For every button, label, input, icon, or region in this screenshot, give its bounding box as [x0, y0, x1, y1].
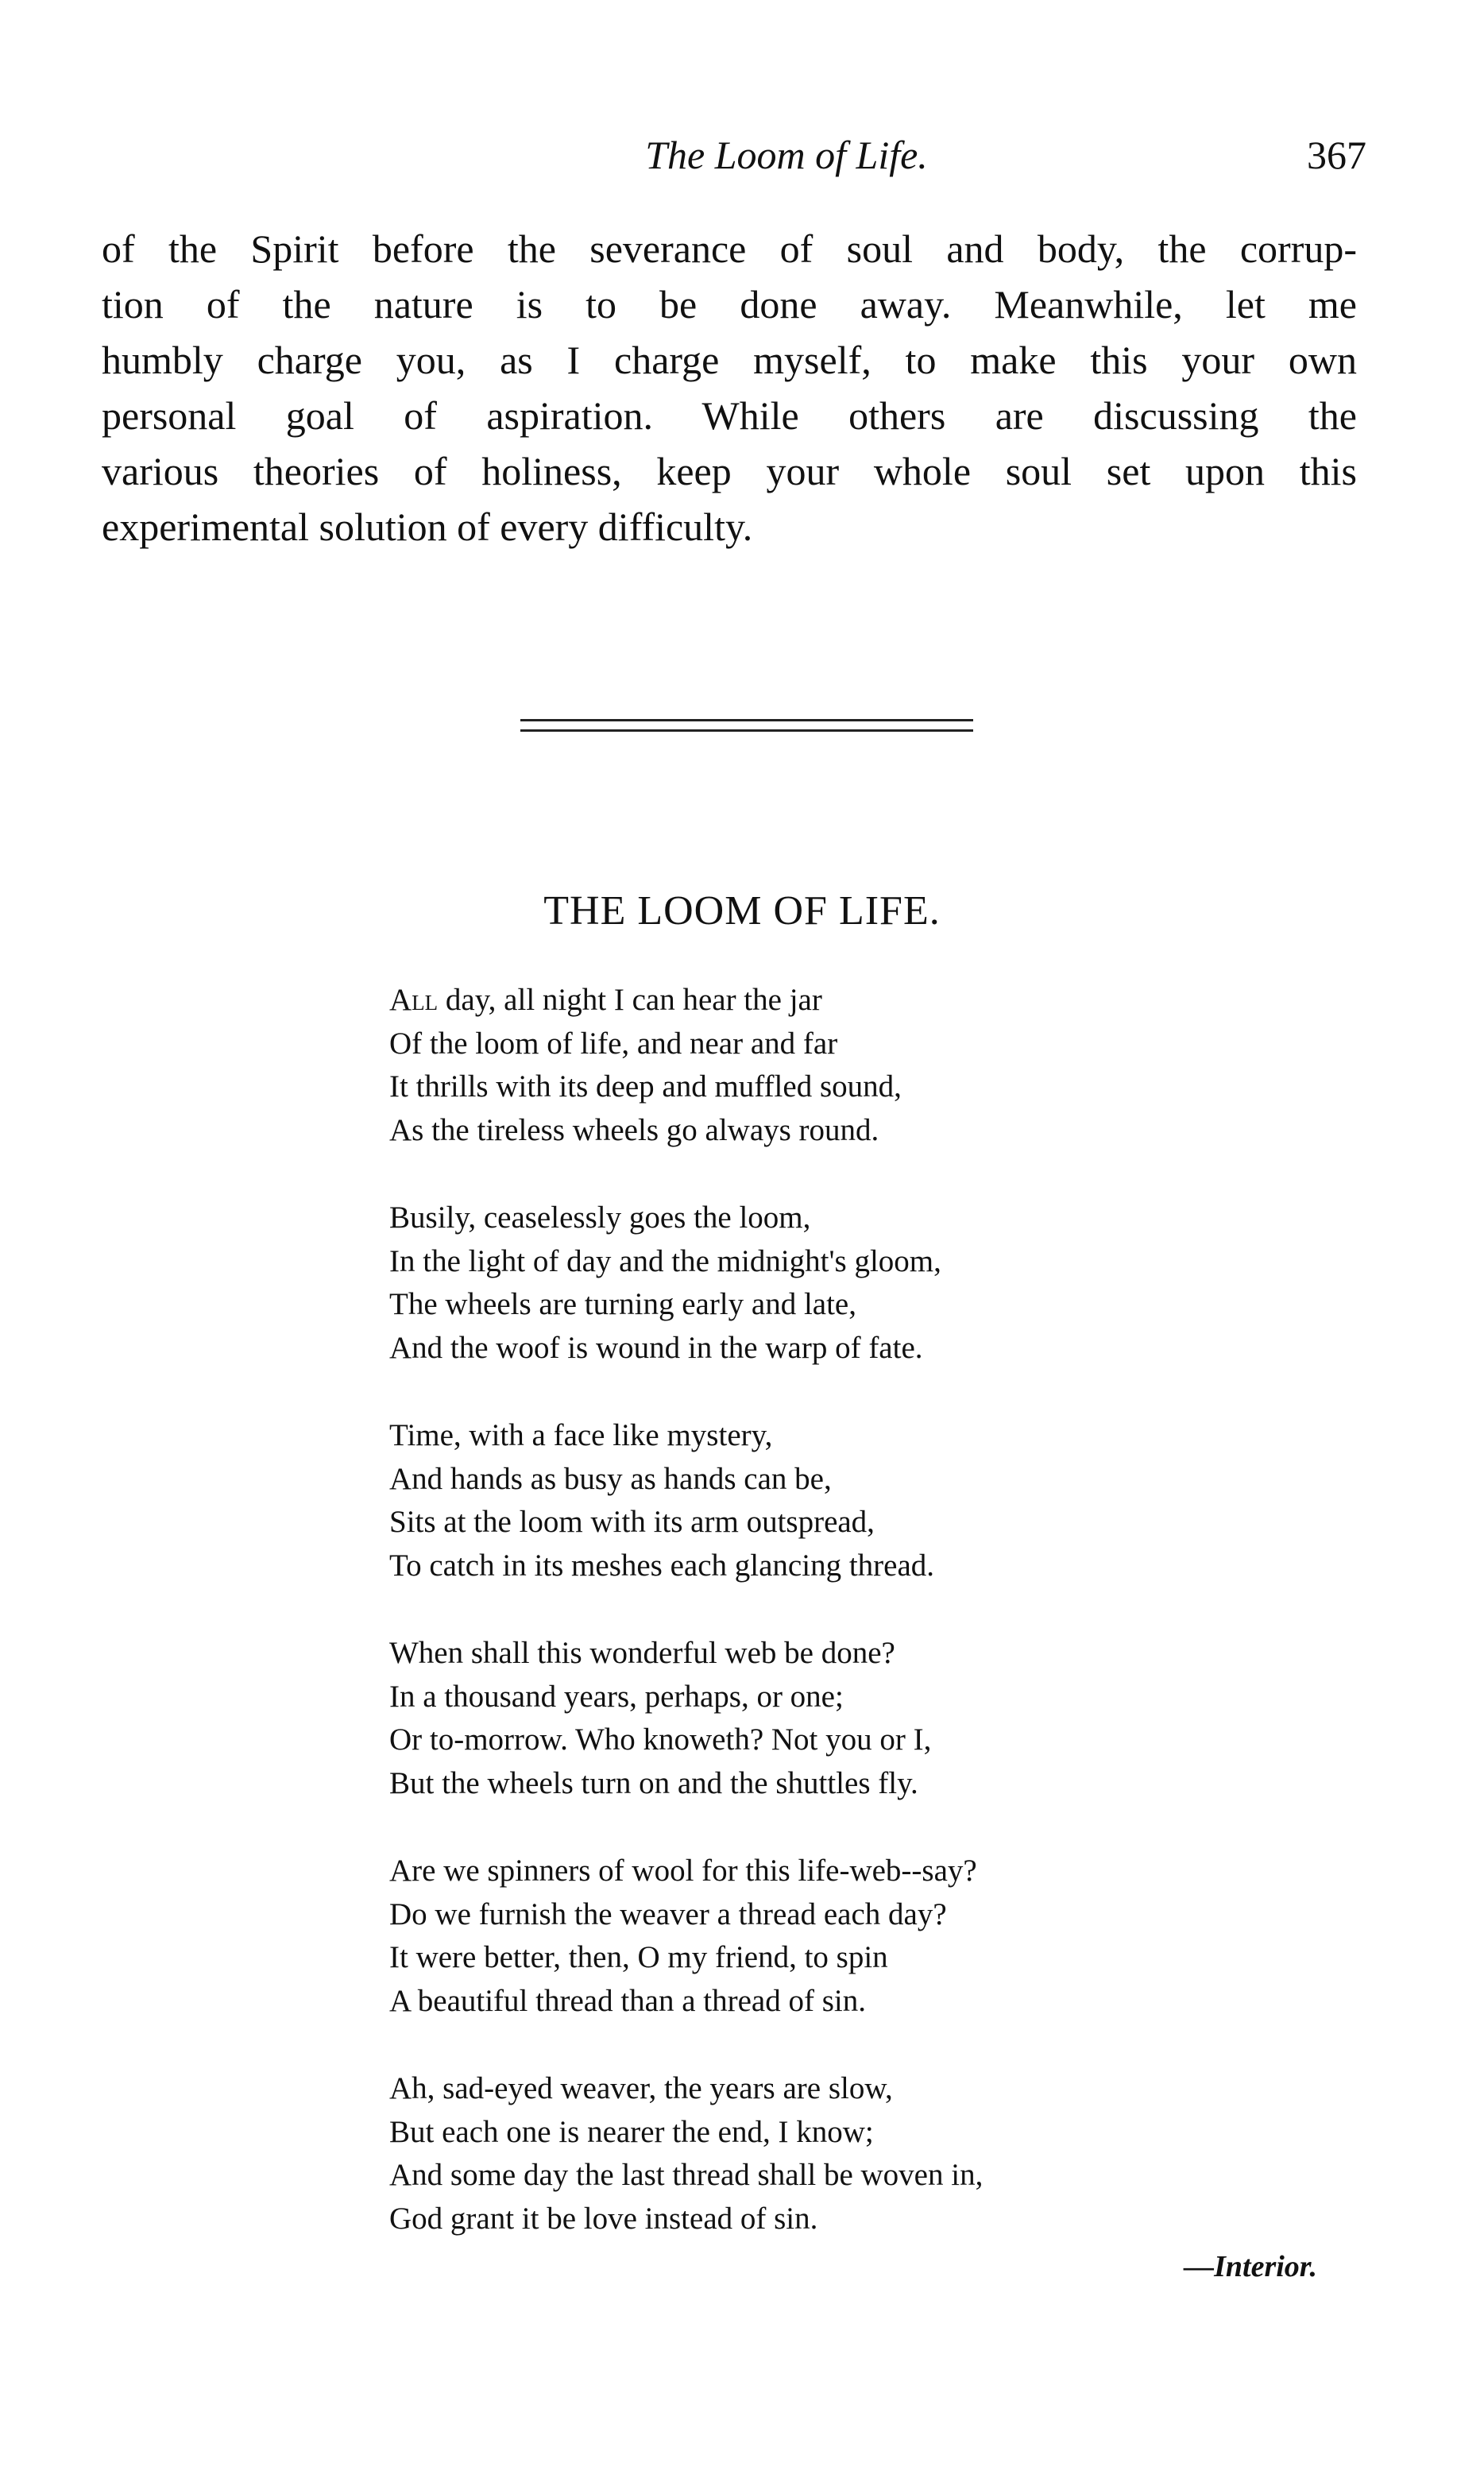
poem-line: As the tireless wheels go always round.	[389, 1112, 879, 1147]
poem-line: It thrills with its deep and muffled sound,	[389, 1069, 902, 1104]
poem-line: In the light of day and the midnight's gloom,	[389, 1243, 941, 1278]
poem-attribution: —Interior.	[1184, 2250, 1317, 2283]
stanza	[389, 2067, 1184, 2240]
poem-line: When shall this wonderful web be done?	[389, 1636, 895, 1670]
prose-paragraph	[102, 221, 1357, 555]
poem-line: And hands as busy as hands can be,	[389, 1461, 832, 1496]
stanza	[389, 1850, 1184, 2023]
poem-line	[389, 979, 1184, 1023]
poem-line: Time, with a face like mystery,	[389, 1418, 773, 1452]
poem-line: But each one is nearer the end, I know;	[389, 2114, 874, 2149]
poem-body	[389, 979, 1184, 2285]
stanza	[389, 1632, 1184, 1805]
poem-line: God grant it be love instead of sin.	[389, 2201, 818, 2236]
poem-line: And the woof is wound in the warp of fate.	[389, 1330, 923, 1365]
prose-line: of the Spirit before the severance of soul and body, the corrup-	[102, 226, 1357, 271]
prose-line: experimental solution of every difficulty.	[102, 505, 753, 549]
poem-line: To catch in its meshes each glancing thread.	[389, 1548, 935, 1583]
stanza	[389, 1414, 1184, 1587]
poem-line: But the wheels turn on and the shuttles fly.	[389, 1765, 918, 1800]
section-divider-rule	[520, 719, 973, 721]
poem-line: It were better, then, O my friend, to spin	[389, 1940, 888, 1974]
poem-line: The wheels are turning early and late,	[389, 1287, 856, 1321]
stanza	[389, 1197, 1184, 1370]
poem-line-rest: day, all night I can hear the jar	[438, 983, 822, 1017]
poem-line: Or to-morrow. Who knoweth? Not you or I,	[389, 1722, 932, 1757]
first-word-smallcaps: All	[389, 983, 439, 1017]
page-number: 367	[1307, 133, 1366, 177]
running-head	[95, 127, 1366, 183]
poem-line: Sits at the loom with its arm outspread,	[389, 1505, 875, 1539]
prose-line: tion of the nature is to be done away. Meanwhile, let me	[102, 282, 1357, 327]
section-divider-rule	[520, 729, 973, 732]
stanza	[389, 979, 1184, 1152]
prose-line: personal goal of aspiration. While others are discussing the	[102, 393, 1357, 438]
poem-line: In a thousand years, perhaps, or one;	[389, 1679, 844, 1714]
poem-line: Of the loom of life, and near and far	[389, 1026, 838, 1061]
poem-line: Busily, ceaselessly goes the loom,	[389, 1200, 811, 1235]
poem-line: Do we furnish the weaver a thread each day?	[389, 1896, 947, 1931]
poem-line: Are we spinners of wool for this life-web--say?	[389, 1854, 977, 1888]
poem-line: And some day the last thread shall be woven in,	[389, 2158, 984, 2192]
poem-title: THE LOOM OF LIFE.	[543, 888, 941, 934]
poem-line: Ah, sad-eyed weaver, the years are slow,	[389, 2071, 893, 2105]
prose-line: humbly charge you, as I charge myself, to make this your own	[102, 338, 1357, 382]
running-title: The Loom of Life.	[645, 133, 928, 177]
poem-line: A beautiful thread than a thread of sin.	[389, 1983, 866, 2018]
prose-line: various theories of holiness, keep your whole soul set upon this	[102, 449, 1357, 493]
